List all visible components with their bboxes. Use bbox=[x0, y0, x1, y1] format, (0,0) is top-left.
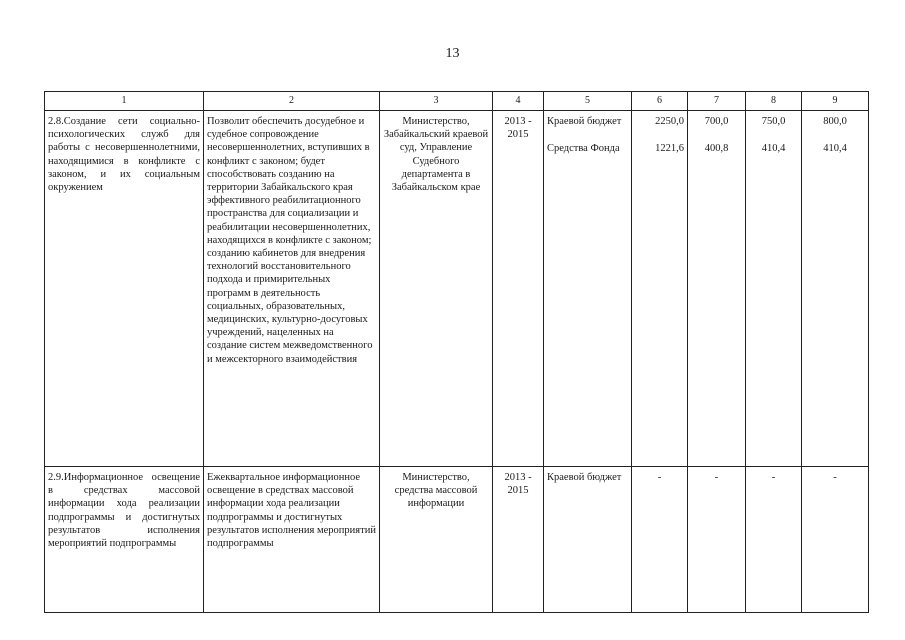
year1-cell bbox=[688, 467, 746, 613]
year3-value: - bbox=[833, 472, 837, 483]
funding-source-name: Краевой бюджет bbox=[547, 472, 622, 483]
period-cell: 2013 - 2015 bbox=[493, 467, 544, 613]
funding-source-cell bbox=[544, 111, 632, 467]
page-number: 13 bbox=[445, 46, 460, 61]
total-value: 1221,6 bbox=[655, 143, 684, 155]
funding-source-name: Средства Фонда bbox=[547, 143, 620, 155]
column-number: 2 bbox=[204, 92, 380, 111]
result-cell: Позволит обеспечить досудебное и судебное сопровождение несовершеннолетних, вступивших в конфликт с законом; будет способствовать созданию на территории Забайкальского края эффективного реабилитационного пространства для социализации и реабилитации несовершеннолетних, находящихся в конфликте с законом; созданию кабинетов для внедрения технологий восстановительного подхода и примирительных программ в деятельность социальных, образовательных, медицинских, культурно-досуговых учреждений, нацеленных на создание систем межведомственного и межсекторного взаимодействия bbox=[204, 111, 380, 467]
column-number: 3 bbox=[380, 92, 493, 111]
column-number: 1 bbox=[45, 92, 204, 111]
year2-value: 750,0 bbox=[761, 116, 786, 127]
column-number: 7 bbox=[688, 92, 746, 111]
table-row bbox=[45, 467, 869, 613]
executor-cell: Министерство, Забайкальский краевой суд, Управление Судебного департамента в Забайкальском крае bbox=[380, 111, 493, 467]
executor-cell: Министерство, средства массовой информации bbox=[380, 467, 493, 613]
year3-value: 410,4 bbox=[823, 143, 847, 155]
year1-value: 400,8 bbox=[704, 143, 729, 155]
total-value: - bbox=[657, 472, 662, 483]
column-number: 5 bbox=[544, 92, 632, 111]
column-number: 6 bbox=[632, 92, 688, 111]
year2-value: 410,4 bbox=[761, 143, 786, 155]
program-measures-table bbox=[44, 91, 869, 613]
measure-cell: 2.9.Информационное освещение в средствах массовой информации хода реализации подпрограммы и достигнутых результатов исполнения мероприятий подпрограммы bbox=[45, 467, 204, 613]
funding-source-cell bbox=[544, 467, 632, 613]
year3-cell bbox=[802, 467, 869, 613]
year2-cell bbox=[746, 111, 802, 467]
period-cell: 2013 - 2015 bbox=[493, 111, 544, 467]
result-cell: Ежеквартальное информационное освещение в средствах массовой информации хода реализации подпрограммы и достигнутых результатов исполнения мероприятий подпрограммы bbox=[204, 467, 380, 613]
total-value: 2250,0 bbox=[655, 116, 684, 127]
measure-cell: 2.8.Создание сети социально-психологических служб для работы с несовершеннолетними, находящимися в конфликте с законом, и их социальным окружением bbox=[45, 111, 204, 467]
total-cell bbox=[632, 111, 688, 467]
funding-source-name: Краевой бюджет bbox=[547, 116, 622, 127]
total-cell bbox=[632, 467, 688, 613]
table-row bbox=[45, 111, 869, 467]
year1-value: - bbox=[714, 472, 719, 483]
column-number: 9 bbox=[802, 92, 869, 111]
year2-value: - bbox=[771, 472, 776, 483]
column-number: 8 bbox=[746, 92, 802, 111]
year2-cell bbox=[746, 467, 802, 613]
year1-value: 700,0 bbox=[704, 116, 729, 127]
year1-cell bbox=[688, 111, 746, 467]
year3-value: 800,0 bbox=[823, 116, 847, 127]
column-number: 4 bbox=[493, 92, 544, 111]
column-number-row bbox=[45, 92, 869, 111]
year3-cell bbox=[802, 111, 869, 467]
